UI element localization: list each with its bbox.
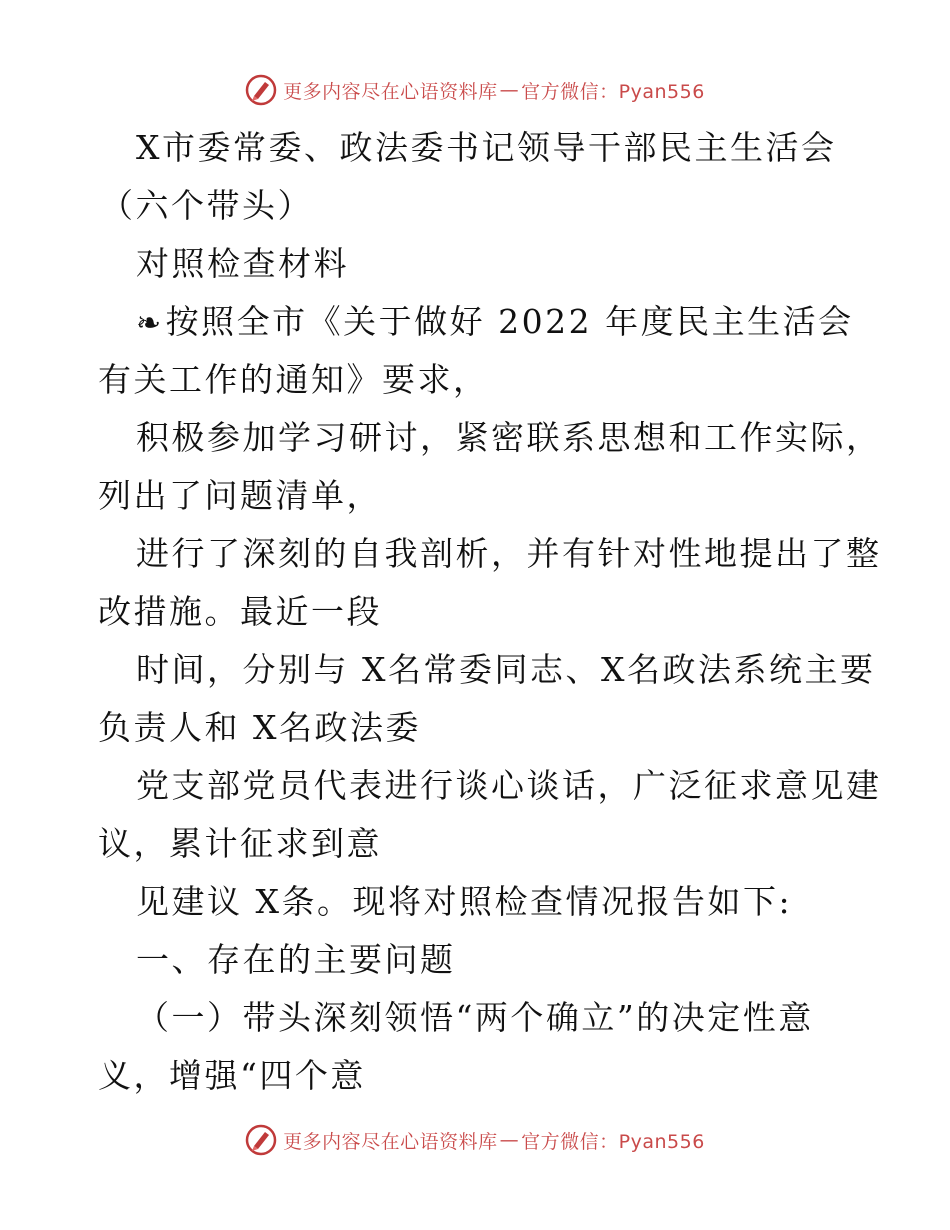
paragraph-text: 按照全市《关于做好 2022 年度民主生活会 xyxy=(165,302,854,341)
paragraph-line: 义，增强“四个意 xyxy=(98,1056,366,1095)
paragraph-line: 议，累计征求到意 xyxy=(98,824,382,863)
watermark-logo-icon xyxy=(245,74,277,106)
paragraph-line: 进行了深刻的自我剖析，并有针对性地提出了整 xyxy=(136,534,882,573)
watermark-official: 官方微信：Pyan556 xyxy=(521,1130,705,1153)
section-heading: 一、存在的主要问题 xyxy=(136,940,456,979)
document-heading: 对照检查材料 xyxy=(136,244,349,283)
watermark-brand: 更多内容尽在心语资料库 xyxy=(283,80,498,103)
paragraph-line: 时间，分别与 X名常委同志、X名政法系统主要 xyxy=(136,650,876,689)
watermark-dash: — xyxy=(499,79,520,101)
subsection-heading: （一）带头深刻领悟“两个确立”的决定性意 xyxy=(136,998,814,1037)
document-title: X市委常委、政法委书记领导干部民主生活会 xyxy=(136,128,837,167)
paragraph-line: 见建议 X条。现将对照检查情况报告如下: xyxy=(136,882,793,921)
paragraph-line: 积极参加学习研讨，紧密联系思想和工作实际， xyxy=(136,418,882,457)
paragraph-line xyxy=(136,302,854,344)
fleuron-icon: ❧ xyxy=(136,306,164,341)
paragraph-line: 有关工作的通知》要求， xyxy=(98,360,489,399)
watermark-footer xyxy=(0,1120,950,1160)
paragraph-line: 列出了问题清单， xyxy=(98,476,382,515)
paragraph-line: 党支部党员代表进行谈心谈话，广泛征求意见建 xyxy=(136,766,882,805)
watermark-header xyxy=(0,70,950,110)
paragraph-line: 改措施。最近一段 xyxy=(98,592,382,631)
watermark-official: 官方微信：Pyan556 xyxy=(521,80,705,103)
watermark-logo-icon xyxy=(245,1124,277,1156)
watermark-dash: — xyxy=(499,1129,520,1151)
document-subtitle: （六个带头） xyxy=(100,186,313,225)
paragraph-line: 负责人和 X名政法委 xyxy=(98,708,421,747)
watermark-brand: 更多内容尽在心语资料库 xyxy=(283,1130,498,1153)
